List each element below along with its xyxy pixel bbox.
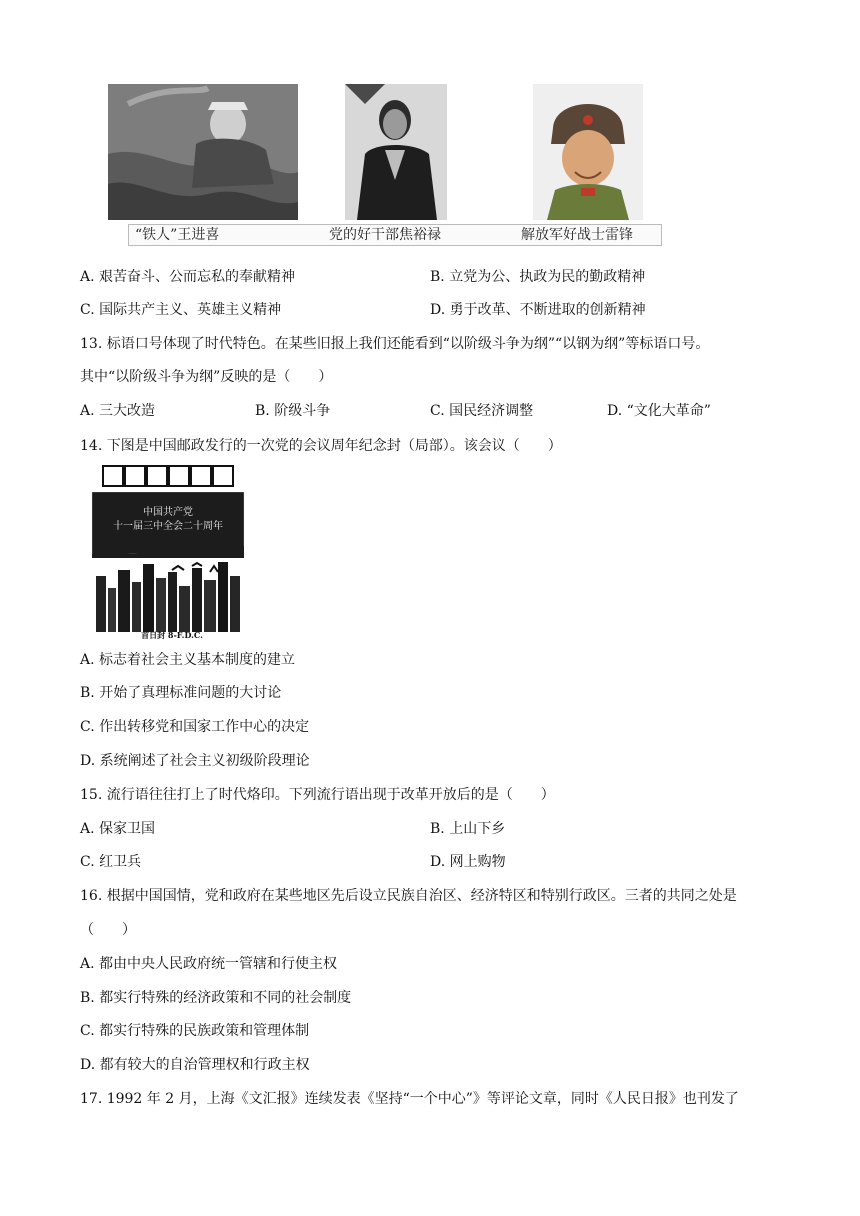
q15-option-a: A. 保家卫国 <box>80 821 156 837</box>
q12-option-a: A. 艰苦奋斗、公而忘私的奉献精神 <box>80 269 296 285</box>
photo-lei-feng <box>533 84 643 220</box>
postcode-box <box>190 465 212 487</box>
photo-lei-feng-image <box>533 84 643 220</box>
q13-option-b: B. 阶级斗争 <box>255 403 331 419</box>
photo-wang-jinxi <box>108 84 298 220</box>
postcode-box <box>124 465 146 487</box>
q16-stem-line1: 16. 根据中国国情，党和政府在某些地区先后设立民族自治区、经济特区和特别行政区。三者的共同之处是 <box>80 888 737 904</box>
q12-option-d: D. 勇于改革、不断进取的创新精神 <box>430 302 646 318</box>
caption-lei-feng: 解放军好战士雷锋 <box>521 227 633 243</box>
q14-option-b: B. 开始了真理标准问题的大讨论 <box>80 685 282 701</box>
q12-option-c: C. 国际共产主义、英雄主义精神 <box>80 302 282 318</box>
photo-caption-bar <box>128 224 662 246</box>
q14-option-d: D. 系统阐述了社会主义初级阶段理论 <box>80 753 310 769</box>
photo-wang-jinxi-image <box>108 84 298 220</box>
q14-option-c: C. 作出转移党和国家工作中心的决定 <box>80 719 310 735</box>
q14-stem: 14. 下图是中国邮政发行的一次党的会议周年纪念封（局部）。该会议（ ） <box>80 438 562 454</box>
photo-jiao-yulu <box>345 84 447 220</box>
q17-stem-line1: 17. 1992 年 2 月，上海《文汇报》连续发表《坚持“一个中心”》等评论文章，同时《人民日报》也刊发了 <box>80 1091 739 1107</box>
cover-title-line1: 中国共产党 <box>143 507 193 518</box>
q14-option-a: A. 标志着社会主义基本制度的建立 <box>80 652 296 668</box>
q13-option-d: D. “文化大革命” <box>607 403 711 419</box>
q15-stem: 15. 流行语往往打上了时代烙印。下列流行语出现于改革开放后的是（ ） <box>80 787 555 803</box>
q16-option-a: A. 都由中央人民政府统一管辖和行使主权 <box>80 956 338 972</box>
postcode-box <box>212 465 234 487</box>
postcode-box <box>146 465 168 487</box>
cover-footer: 首日封 8-F.D.C. <box>141 630 203 640</box>
q15-option-b: B. 上山下乡 <box>430 821 506 837</box>
q15-option-c: C. 红卫兵 <box>80 854 142 870</box>
q16-option-d: D. 都有较大的自治管理权和行政主权 <box>80 1057 310 1073</box>
q16-stem-line2: （ ） <box>80 922 136 938</box>
q16-option-b: B. 都实行特殊的经济政策和不同的社会制度 <box>80 990 352 1006</box>
photo-jiao-yulu-image <box>345 84 447 220</box>
q13-option-c: C. 国民经济调整 <box>430 403 534 419</box>
caption-wang-jinxi: “铁人”王进喜 <box>135 227 220 243</box>
postcode-box <box>102 465 124 487</box>
q13-option-a: A. 三大改造 <box>80 403 156 419</box>
postcode-box <box>168 465 190 487</box>
cover-image <box>92 492 244 642</box>
q16-option-c: C. 都实行特殊的民族政策和管理体制 <box>80 1023 310 1039</box>
q12-option-b: B. 立党为公、执政为民的勤政精神 <box>430 269 646 285</box>
q13-stem-line1: 13. 标语口号体现了时代特色。在某些旧报上我们还能看到“以阶级斗争为纲”“以钢为纲”等标语口号。 <box>80 336 710 352</box>
cover-title-line2: 十一届三中全会二十周年 <box>113 521 223 532</box>
q13-stem-line2: 其中“以阶级斗争为纲”反映的是（ ） <box>80 369 333 385</box>
caption-jiao-yulu: 党的好干部焦裕禄 <box>329 227 441 243</box>
q15-option-d: D. 网上购物 <box>430 854 506 870</box>
